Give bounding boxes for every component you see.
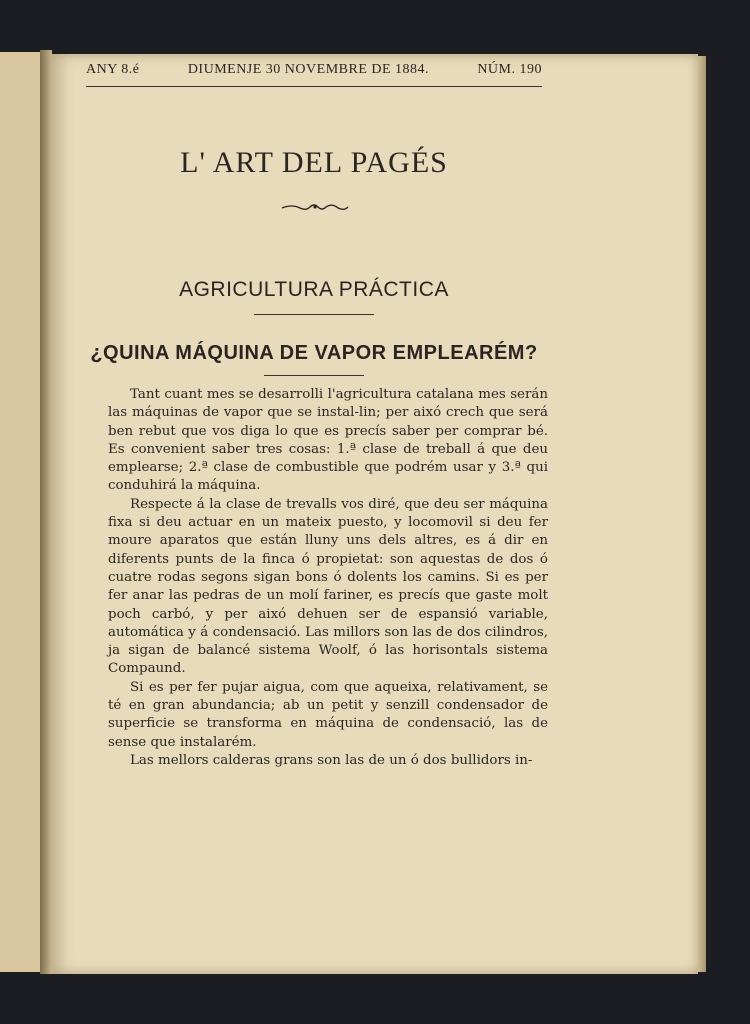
facing-page-edge — [0, 52, 42, 972]
page-stack-edge — [698, 56, 706, 972]
volume-year: ANY 8.é — [86, 62, 140, 77]
issue-date: DIUMENJE 30 NOVEMBRE DE 1884. — [187, 62, 430, 77]
article-title: ¿QUINA MÁQUINA DE VAPOR EMPLEARÉM? — [90, 342, 538, 364]
running-header — [86, 62, 542, 78]
book-spine — [40, 50, 52, 974]
section-rule — [254, 314, 374, 315]
issue-number: NÚM. 190 — [477, 62, 542, 77]
paragraph: Tant cuant mes se desarrolli l'agricultura catalana mes serán las máquinas de vapor que se instal-lin; per aixó crech que será ben rebut que vos diga lo que es precís saber per comprar bé. Es convenient saber tres cosas: 1.ª clase de treball á que deu emplearse; 2.ª clase de combustible que podrém usar y 3.ª qui conduhirá la máquina. — [108, 387, 548, 494]
paragraph: Si es per fer pujar aigua, com que aqueixa, relativament, se té en gran abundancia; ab un petit y senzill condensador de superficie se transforma en máquina de condensació, las de sense que instalarém. — [108, 679, 548, 750]
article-body — [108, 386, 548, 770]
ornament-flourish-icon — [280, 200, 350, 214]
paragraph: Las mellors calderas grans son las de un ó dos bullidors in- — [130, 752, 533, 768]
paragraph: Respecte á la clase de trevalls vos diré, que deu ser máquina fixa si deu actuar en un mateix puesto, y locomovil si deu fer moure aparatos que están lluny uns dels altres, es á dir en diferents punts de la finca ó propietat: son aquestas de dos ó cuatre rodas segons sigan bons ó dolents los camins. Si es per fer anar las pedras de un molí fariner, es precís que gaste molt poch carbó, y per aixó dehuen ser de espansió variable, automática y á condensació. Las millors son las de dos cilindros, ja sigan de balancé sistema Woolf, ó las horisontals sistema Compaund. — [108, 496, 548, 677]
article-title-rule — [264, 375, 364, 376]
section-heading: AGRICULTURA PRÁCTICA — [179, 278, 449, 301]
journal-title: L' ART DEL PAGÉS — [180, 146, 448, 179]
header-rule — [86, 86, 542, 87]
